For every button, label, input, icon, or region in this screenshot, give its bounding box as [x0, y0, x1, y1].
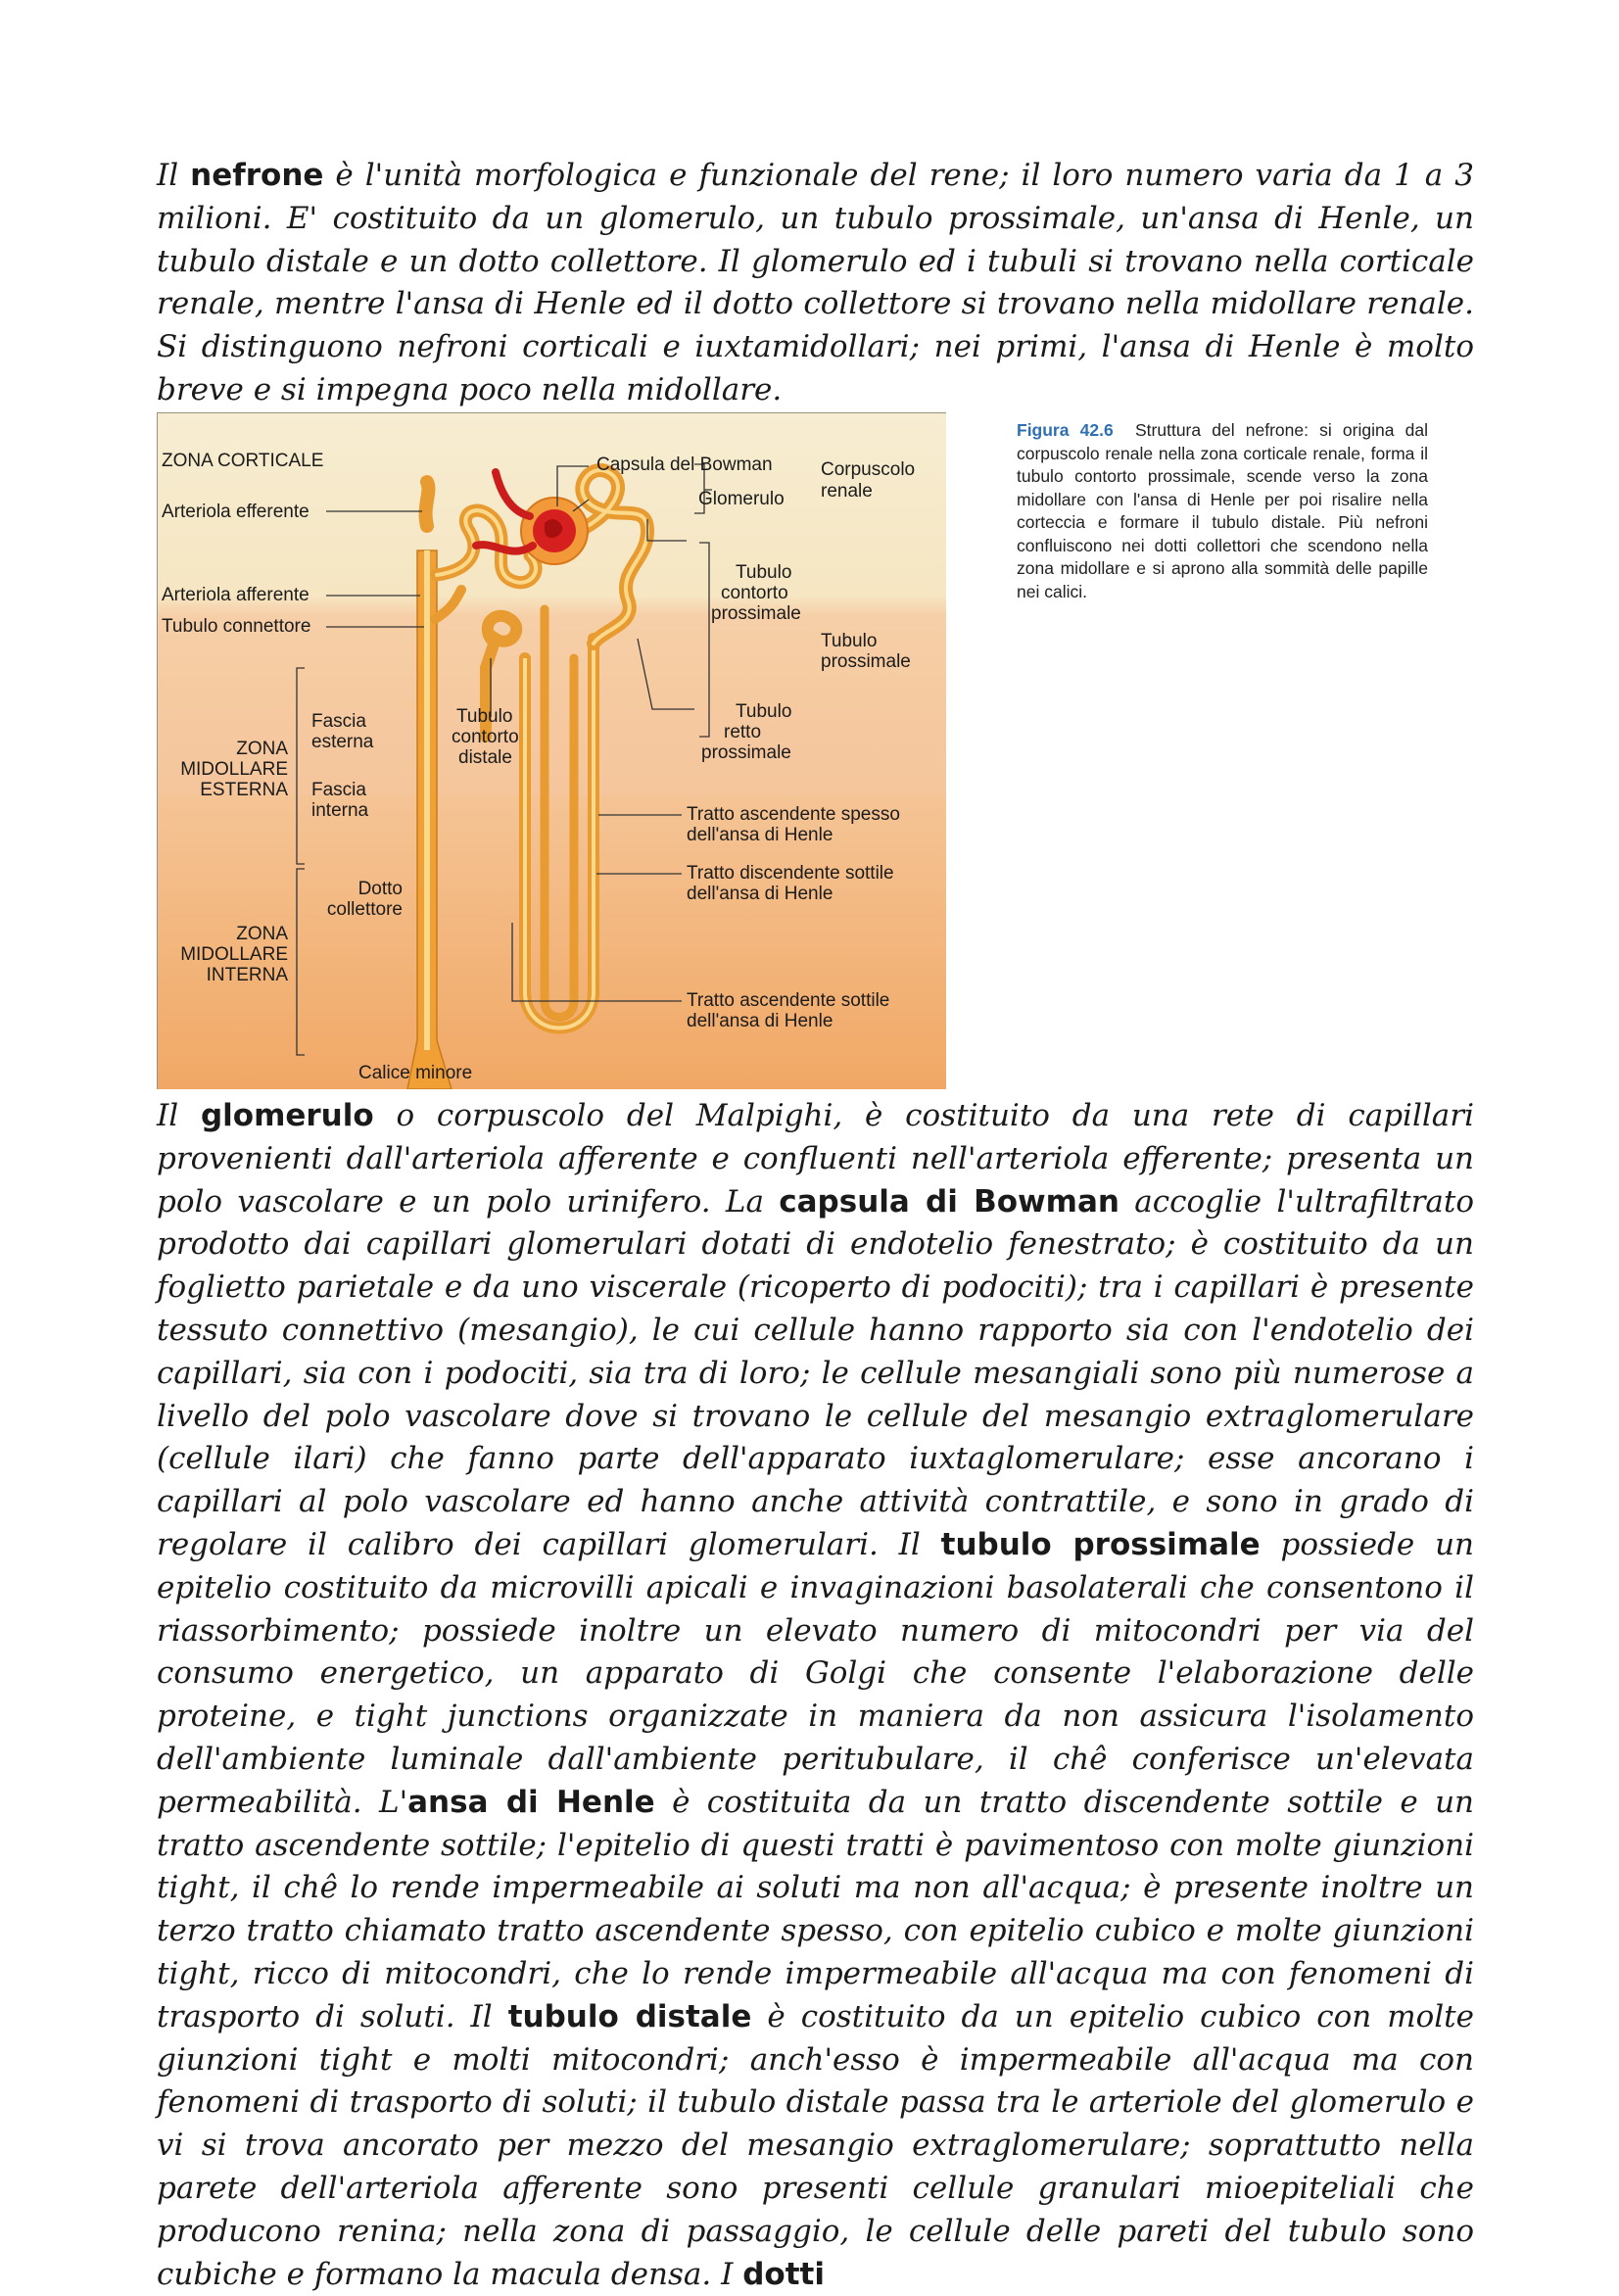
term-dotti: dotti — [742, 2256, 825, 2292]
label-fascia-interna-1: Fascia — [311, 780, 366, 800]
label-tcp-3: prossimale — [711, 603, 801, 624]
label-tcp-1: Tubulo — [736, 562, 792, 583]
label-tds-2: dell'ansa di Henle — [687, 884, 833, 904]
label-trp-1: Tubulo — [736, 701, 792, 722]
label-dotto-2: collettore — [326, 899, 403, 920]
text-run: è l'unità morfologica e funzionale del rene; il loro numero varia da 1 a 3 milioni. E' costituito da un glomerulo, un tubulo prossimale, un'ansa di Henle, un tubulo distale e un dotto collettore. Il glomerulo ed i tubuli si trovano nella corticale renale, mentre l'ansa di Henle ed il dotto collettore si trovano nella midollare renale. Si distinguono nefroni corticali e iuxtamidollari; nei primi, l'ansa di Henle è molto breve e si impegna poco nella midollare. — [157, 158, 1474, 407]
label-zme-1: ZONA — [236, 739, 288, 759]
label-fascia-esterna-2: esterna — [311, 732, 374, 752]
label-zona-corticale: ZONA CORTICALE — [162, 451, 324, 471]
text-run: possiede un epitelio costituito da microvilli apicali e invaginazioni basolaterali che consentono il riassorbimento; possiede inoltre un elevato numero di mitocondri per via del consumo energetico, un apparato di Golgi che consente l'elaborazione delle proteine, e tight junctions organizzate in maniera da non assicura l'isolamento dell'ambiente luminale dall'ambiente peritubulare, il chê conferisce un'elevata permeabilità. L' — [157, 1526, 1474, 1820]
term-tubulo-distale: tubulo distale — [507, 1998, 752, 2034]
text-run: Il — [157, 158, 191, 193]
label-dotto-1: Dotto — [357, 879, 403, 899]
label-trp-2: retto — [724, 722, 762, 742]
caption-text: Struttura del nefrone: si origina dal corpuscolo renale nella zona corticale renale, forma il tubulo contorto prossimale, scende verso la zona midollare con l'ansa di Henle per poi risalire nella corteccia e formare il tubulo distale. Più nefroni confluiscono nei dotti collettori che scendono nella zona midollare e si aprono alla sommità delle papille nei calici. — [1017, 420, 1428, 601]
text-run: è costituito da un epitelio cubico con molte giunzioni tight e molti mitocondri; anch'esso è impermeabile all'acqua ma con fenomeni di trasporto di soluti; il tubulo distale passa tra le arteriole del glomerulo e vi si trova ancorato per mezzo del mesangio extraglomerulare; soprattutto nella parete dell'arteriola afferente sono presenti cellule granulari mioepiteliali che producono renina; nella zona di passaggio, le cellule delle pareti del tubulo sono cubiche e formano la macula densa. I — [157, 1998, 1474, 2292]
label-arteriola-afferente: Arteriola afferente — [162, 585, 310, 605]
term-ansa: ansa di Henle — [407, 1784, 655, 1820]
label-tas-1: Tratto ascendente spesso — [687, 804, 900, 825]
label-tcd-1: Tubulo — [456, 706, 513, 727]
text-run: accoglie l'ultrafiltrato prodotto dai capillari glomerulari dotati di endotelio fenestrato; è costituito da un foglietto parietale e da uno viscerale (ricoperto di podociti); tra i capillari è presente tessuto connettivo (mesangio), le cui cellule hanno rapporto sia con l'endotelio dei capillari, sia con i podociti, sia tra di loro; le cellule mesangiali sono più numerose a livello del polo vascolare dove si trovano le cellule del mesangio extraglomerulare (cellule ilari) che fanno parte dell'apparato iuxtaglomerulare; esse ancorano i capillari al polo vascolare ed hanno anche attività contrattile, e sono in grado di regolare il calibro dei capillari glomerulari. Il — [157, 1183, 1474, 1562]
label-tp-2: prossimale — [821, 651, 911, 672]
label-arteriola-efferente: Arteriola efferente — [162, 502, 310, 522]
label-zmi-2: MIDOLLARE — [180, 944, 288, 965]
label-fascia-interna-2: interna — [311, 800, 369, 821]
term-glomerulo: glomerulo — [200, 1098, 374, 1133]
label-tass-2: dell'ansa di Henle — [687, 1011, 833, 1031]
label-fascia-esterna-1: Fascia — [311, 711, 366, 732]
label-corpuscolo-2: renale — [821, 481, 873, 502]
label-tp-1: Tubulo — [821, 631, 878, 651]
glomerulo-paragraph — [157, 1095, 1474, 2296]
label-tass-1: Tratto ascendente sottile — [687, 990, 890, 1011]
label-zmi-1: ZONA — [236, 924, 288, 944]
nephron-diagram — [157, 412, 946, 1089]
nephron-svg — [158, 413, 946, 1089]
label-capsula-bowman: Capsula del Bowman — [596, 454, 773, 475]
label-zme-2: MIDOLLARE — [180, 759, 288, 780]
label-tcd-2: contorto — [452, 727, 519, 747]
label-tubulo-connettore: Tubulo connettore — [162, 616, 311, 637]
label-tds-1: Tratto discendente sottile — [687, 863, 894, 884]
term-tubulo-prossimale: tubulo prossimale — [940, 1526, 1261, 1562]
label-tcp-2: contorto — [721, 583, 788, 603]
figure-caption — [1017, 419, 1428, 603]
label-corpuscolo-1: Corpuscolo — [821, 459, 916, 480]
label-zme-3: ESTERNA — [200, 780, 288, 800]
term-capsula: capsula di Bowman — [779, 1183, 1119, 1220]
label-zmi-3: INTERNA — [206, 965, 288, 985]
label-tas-2: dell'ansa di Henle — [687, 825, 833, 845]
intro-paragraph — [157, 155, 1474, 412]
caption-label: Figura 42.6 — [1017, 420, 1114, 440]
text-run: è costituita da un tratto discendente sottile e un tratto ascendente sottile; l'epitelio di questi tratti è pavimentoso con molte giunzioni tight, il chê lo rende impermeabile ai soluti ma non all'acqua; è presente inoltre un terzo tratto chiamato tratto ascendente spesso, con epitelio cubico e molte giunzioni tight, ricco di mitocondri, che lo rende impermeabile all'acqua ma con fenomeni di trasporto di soluti. Il — [157, 1784, 1475, 2034]
term-nefrone: nefrone — [190, 158, 324, 193]
label-glomerulo: Glomerulo — [698, 489, 785, 509]
label-trp-3: prossimale — [701, 742, 791, 763]
text-run: Il — [157, 1098, 201, 1133]
label-tcd-3: distale — [458, 747, 512, 768]
text-run: o corpuscolo del Malpighi, è costituito da una rete di capillari provenienti dall'arteriola afferente e confluenti nell'arteriola efferente; presenta un polo vascolare e un polo urinifero. La — [157, 1098, 1474, 1220]
label-calice-minore: Calice minore — [358, 1063, 473, 1083]
nephron-figure — [157, 412, 1445, 1088]
